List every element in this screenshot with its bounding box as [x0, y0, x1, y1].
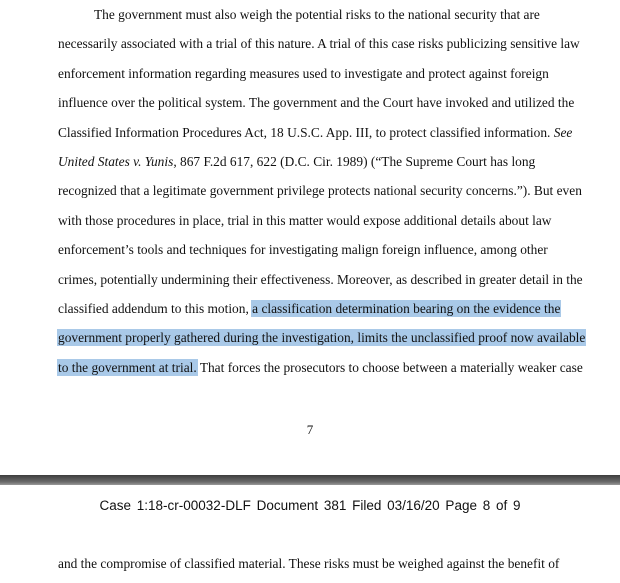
text-line [58, 323, 586, 352]
text-line: enforcement information regarding measures used to investigate and protect against foreign [58, 65, 549, 81]
text-line: The government must also weigh the potential risks to the national security that are [94, 7, 540, 22]
body-paragraph[interactable] [58, 0, 586, 382]
highlighted-text[interactable]: to the government at trial. [58, 359, 197, 375]
text-line: Classified Information Procedures Act, 18 U.S.C. App. III, to protect classified information. See [58, 124, 573, 140]
text-line: crimes, potentially undermining their effectiveness. Moreover, as described in greater detail in the [58, 271, 583, 287]
text-line: with those procedures in place, trial in this matter would expose additional details about law [58, 212, 552, 228]
document-page-8 [0, 485, 620, 583]
text-line: United States v. Yunis, 867 F.2d 617, 622 (D.C. Cir. 1989) (“The Supreme Court has long [58, 153, 536, 169]
case-name: United States v. Yunis [58, 153, 174, 169]
page-separator [0, 475, 620, 485]
text-line: to the government at trial. That forces the prosecutors to choose between a materially weaker case [58, 359, 583, 375]
highlighted-text[interactable]: a classification determination bearing on the evidence the [252, 300, 561, 316]
text-line: necessarily associated with a trial of this nature. A trial of this case risks publicizing sensitive law [58, 36, 580, 52]
citation-see: See [553, 124, 573, 140]
text-line: recognized that a legitimate government privilege protects national security concerns.”). But even [58, 183, 582, 199]
page-number: 7 [306, 422, 314, 437]
text-line: enforcement’s tools and techniques for investigating malign foreign influence, among other [58, 242, 548, 258]
highlighted-text[interactable]: government properly gathered during the investigation, limits the unclassified proof now available [58, 330, 586, 346]
case-header: Case 1:18-cr-00032-DLF Document 381 Filed 03/16/20 Page 8 of 9 [99, 498, 521, 513]
text-line: classified addendum to this motion, a classification determination bearing on the evidence the [58, 300, 561, 316]
text-line: influence over the political system. The government and the Court have invoked and utilized the [58, 95, 575, 111]
text-line[interactable]: and the compromise of classified material. These risks must be weighed against the benefit of [58, 556, 560, 571]
